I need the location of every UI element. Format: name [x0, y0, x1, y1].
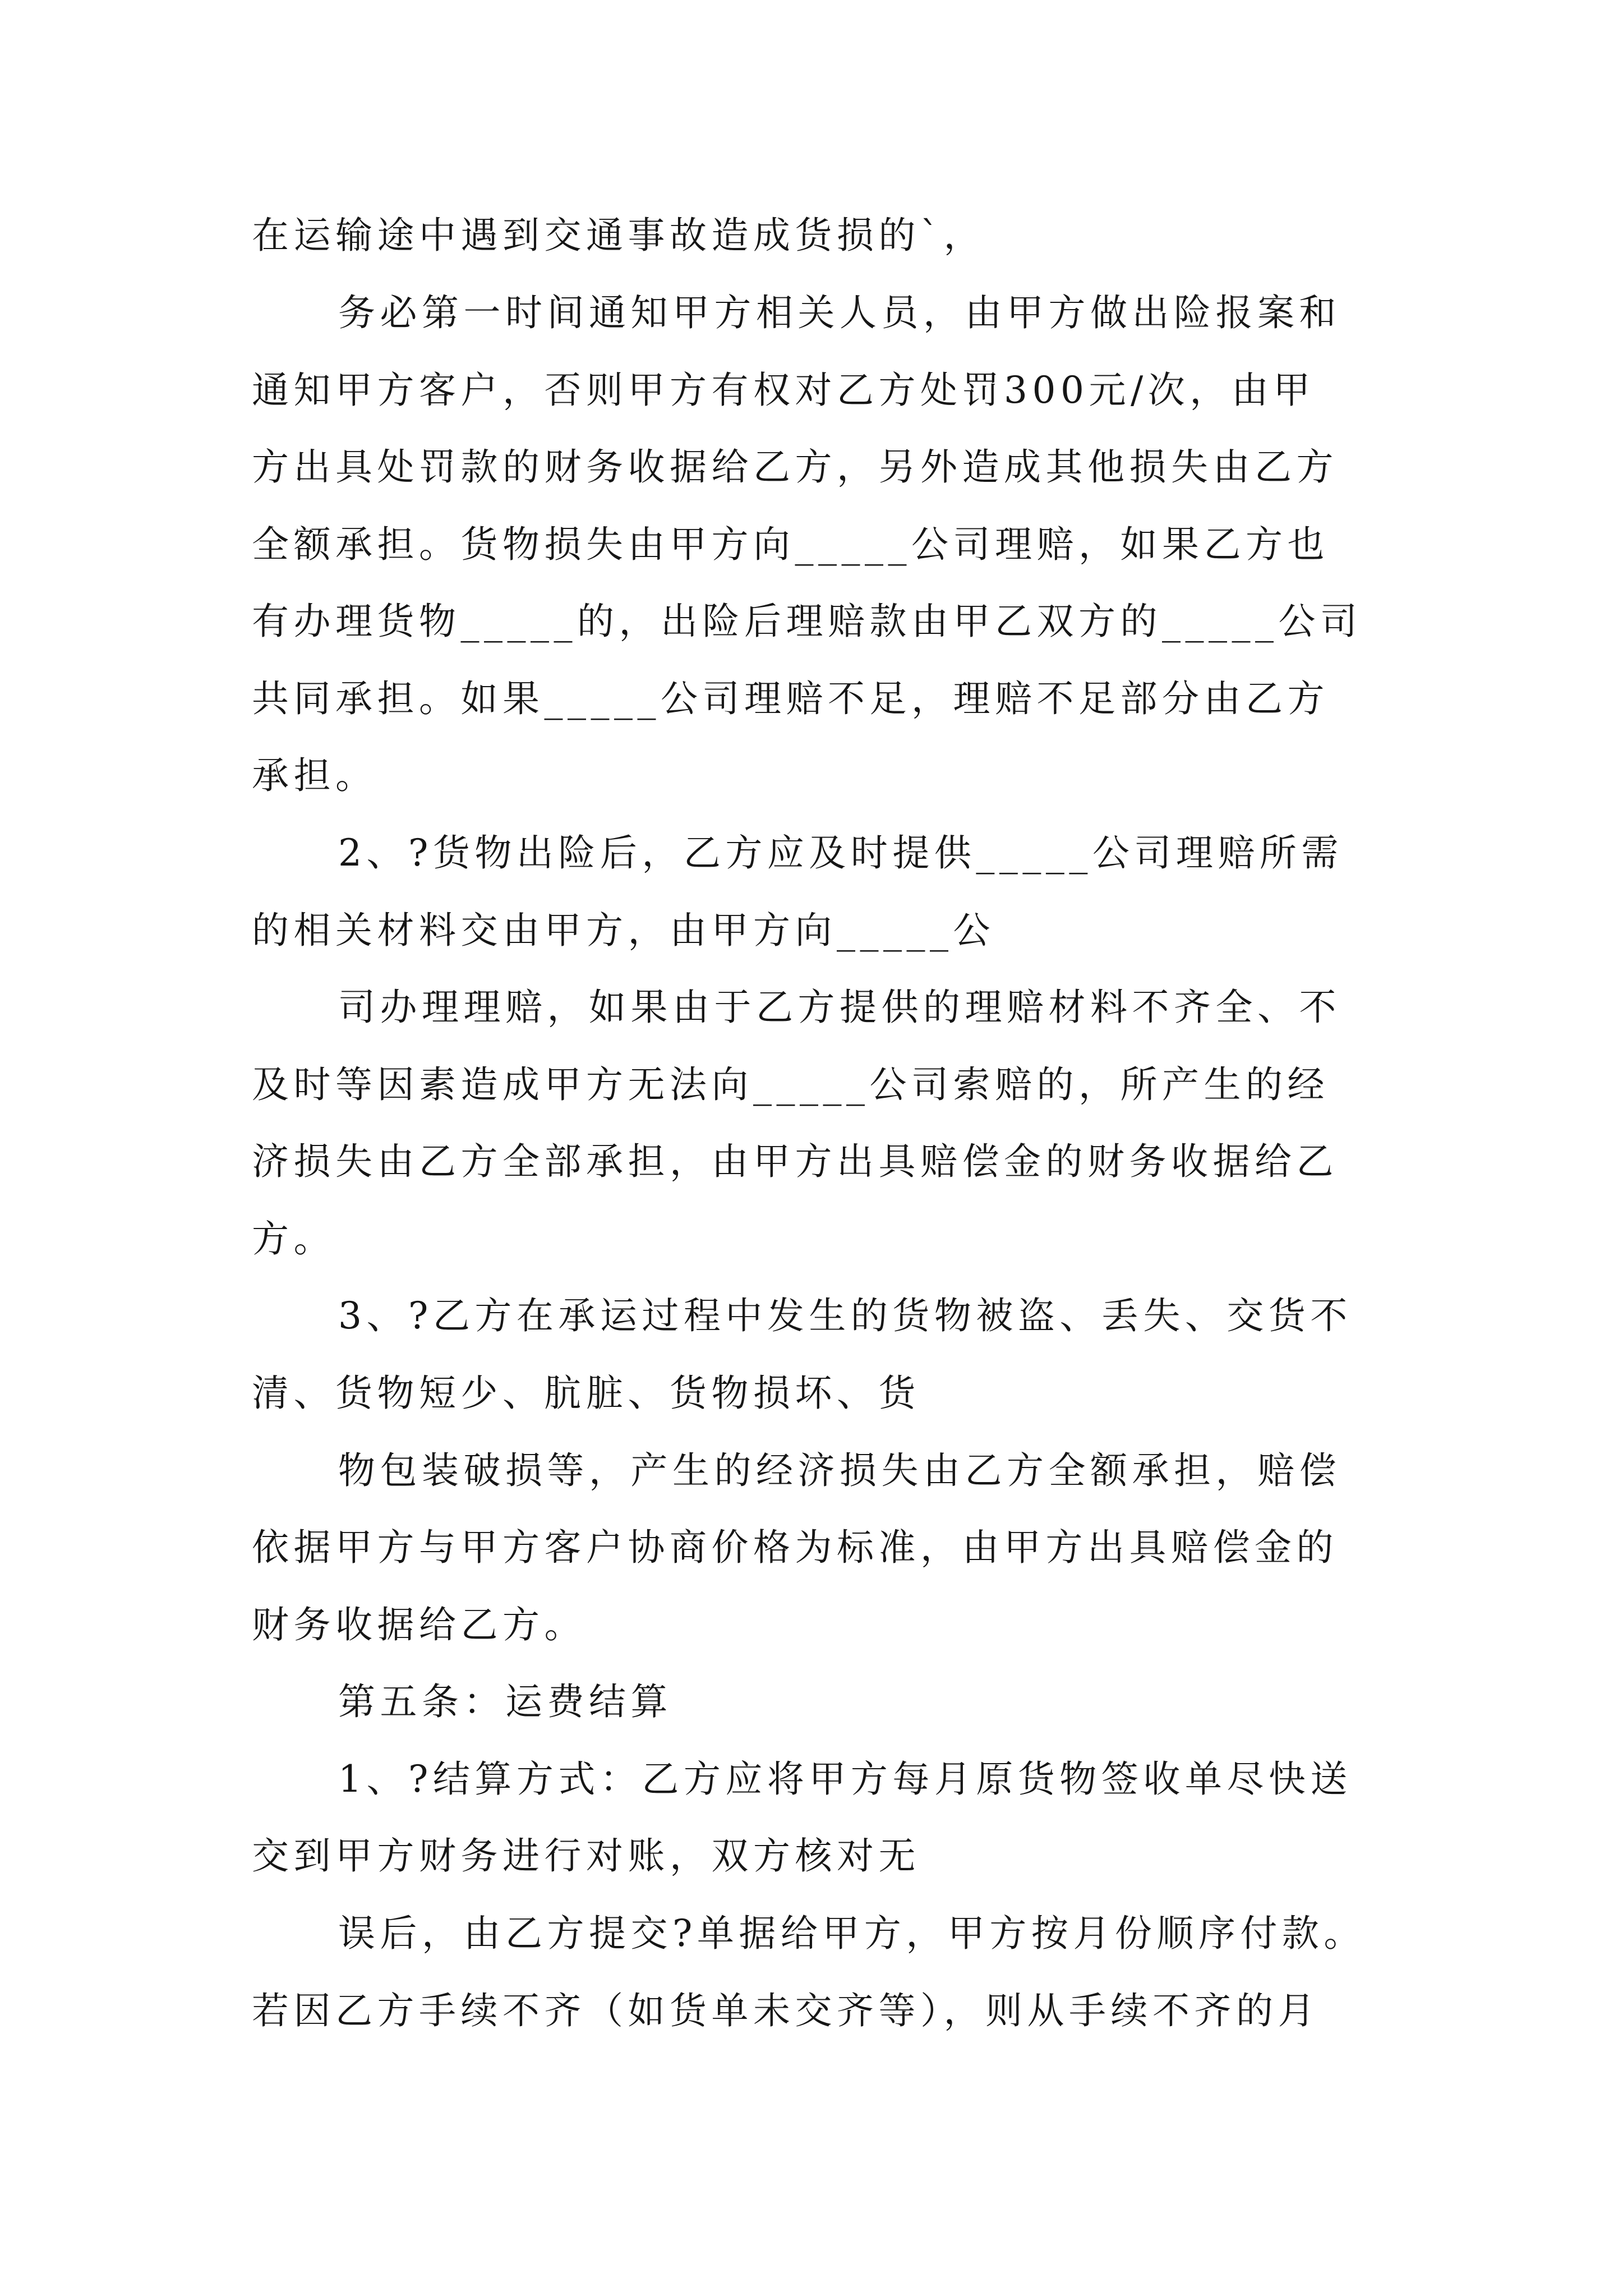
text-line: 的相关材料交由甲方，由甲方向_____公 [252, 909, 995, 952]
text-line: 方出具处罚款的财务收据给乙方，另外造成其他损失由乙方 [252, 445, 1338, 489]
text-line: 2、?货物出险后，乙方应及时提供_____公司理赔所需 [338, 831, 1343, 875]
text-line: 共同承担。如果_____公司理赔不足，理赔不足部分由乙方 [252, 677, 1329, 720]
text-line: 通知甲方客户，否则甲方有权对乙方处罚300元/次，由甲 [252, 369, 1315, 412]
text-line: 交到甲方财务进行对账，双方核对无 [252, 1834, 920, 1878]
text-line: 3、?乙方在承运过程中发生的货物被盗、丢失、交货不 [338, 1294, 1352, 1337]
text-line: 1、?结算方式：乙方应将甲方每月原货物签收单尽快送 [338, 1757, 1352, 1801]
text-line: 及时等因素造成甲方无法向_____公司索赔的，所产生的经 [252, 1063, 1329, 1106]
text-line: 物包装破损等，产生的经济损失由乙方全额承担，赔偿 [338, 1449, 1341, 1492]
text-line: 务必第一时间通知甲方相关人员，由甲方做出险报案和 [338, 291, 1341, 334]
text-line: 若因乙方手续不齐（如货单未交齐等），则从手续不齐的月 [252, 1989, 1320, 2032]
text-line: 全额承担。货物损失由甲方向_____公司理赔，如果乙方也 [252, 523, 1329, 566]
text-line: 依据甲方与甲方客户协商价格为标准，由甲方出具赔偿金的 [252, 1526, 1338, 1569]
text-line: 济损失由乙方全部承担，由甲方出具赔偿金的财务收据给乙 [252, 1140, 1338, 1183]
text-line: 有办理货物_____的，出险后理赔款由甲乙双方的_____公司 [252, 600, 1362, 643]
text-line: 误后，由乙方提交?单据给甲方，甲方按月份顺序付款。 [338, 1912, 1366, 1955]
text-line: 司办理理赔，如果由于乙方提供的理赔材料不齐全、不 [338, 986, 1341, 1029]
text-line: 在运输途中遇到交通事故造成货损的`， [252, 214, 985, 257]
section-heading: 第五条：运费结算 [338, 1680, 672, 1723]
text-line: 承担。 [252, 754, 377, 797]
text-line: 方。 [252, 1217, 335, 1260]
text-line: 财务收据给乙方。 [252, 1603, 586, 1646]
text-line: 清、货物短少、肮脏、货物损坏、货 [252, 1372, 920, 1415]
